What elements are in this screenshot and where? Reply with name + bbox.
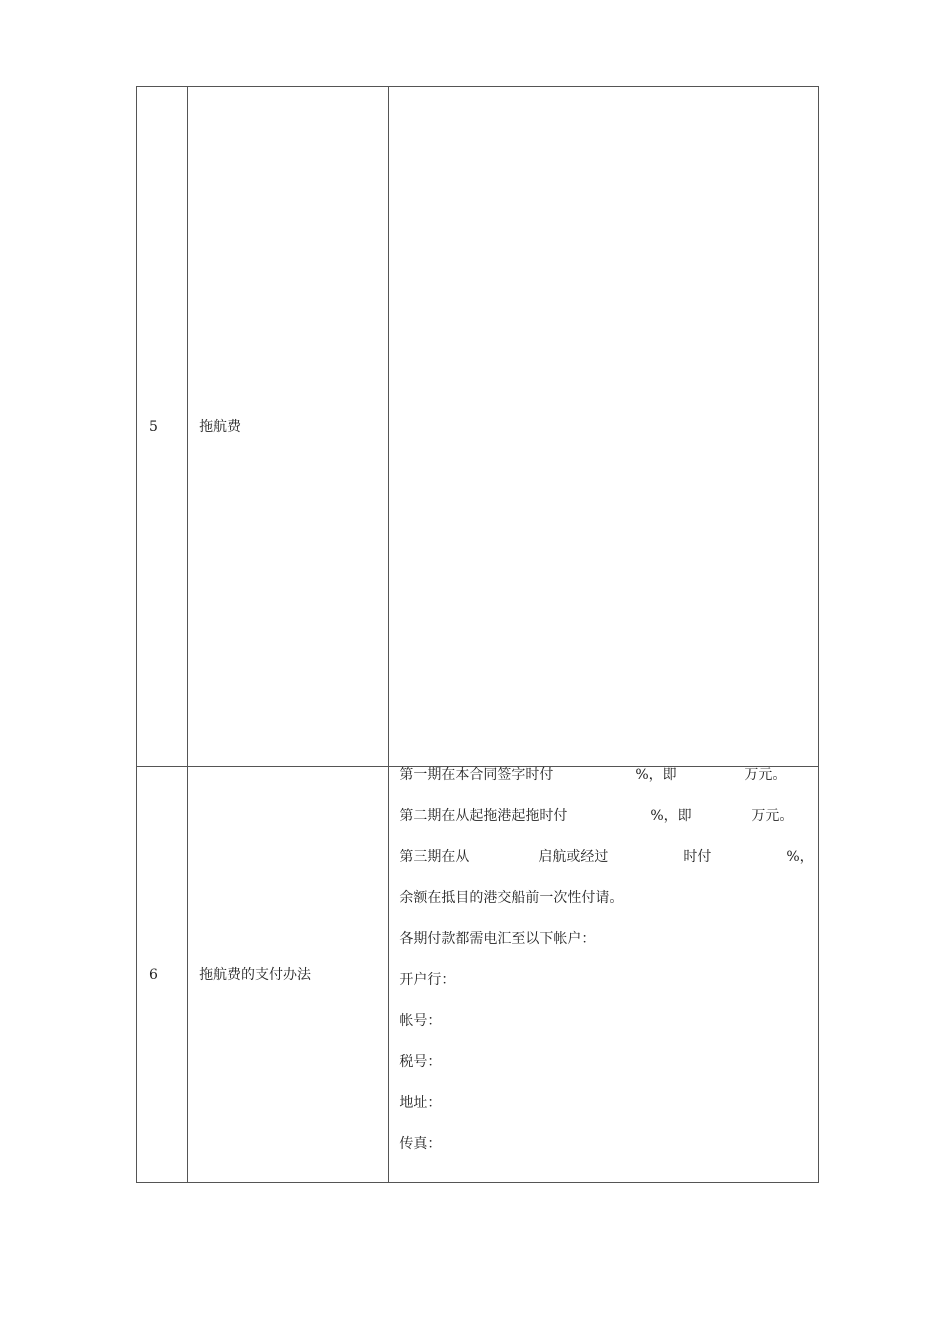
payment-line-3-depart: 启航或经过 xyxy=(538,849,609,865)
row-number: 6 xyxy=(137,767,188,1183)
address-field: 地址： xyxy=(399,1095,442,1111)
table-row xyxy=(137,767,819,1183)
payment-line-3-percent: %， xyxy=(786,849,814,865)
row-item: 拖航费 xyxy=(188,87,389,767)
payment-line-3-text: 第三期在从 xyxy=(399,849,470,865)
payment-line-2-percent: %，即 xyxy=(650,808,692,824)
table-row xyxy=(137,87,819,767)
payment-terms xyxy=(389,767,819,1183)
payment-line-3 xyxy=(399,847,818,867)
payment-line-2 xyxy=(399,806,818,826)
row-number: 5 xyxy=(137,87,188,767)
payment-line-1-amount: 万元。 xyxy=(744,767,787,783)
payment-line-1-percent: %，即 xyxy=(635,767,677,783)
fax-field: 传真： xyxy=(399,1136,442,1152)
account-field: 帐号： xyxy=(399,1013,442,1029)
row-item: 拖航费的支付办法 xyxy=(188,767,389,1183)
bank-field: 开户行： xyxy=(399,972,456,988)
tax-field: 税号： xyxy=(399,1054,442,1070)
row-content xyxy=(389,87,819,767)
payment-line-3-pay: 时付 xyxy=(683,849,712,865)
payment-line-1-text: 第一期在本合同签字时付 xyxy=(399,767,554,783)
payment-line-1 xyxy=(399,765,818,785)
contract-table xyxy=(136,86,819,1183)
payment-line-4: 余额在抵目的港交船前一次性付请。 xyxy=(399,890,624,906)
payment-line-5: 各期付款都需电汇至以下帐户： xyxy=(399,931,596,947)
payment-line-2-amount: 万元。 xyxy=(751,808,794,824)
payment-line-2-text: 第二期在从起拖港起拖时付 xyxy=(399,808,568,824)
